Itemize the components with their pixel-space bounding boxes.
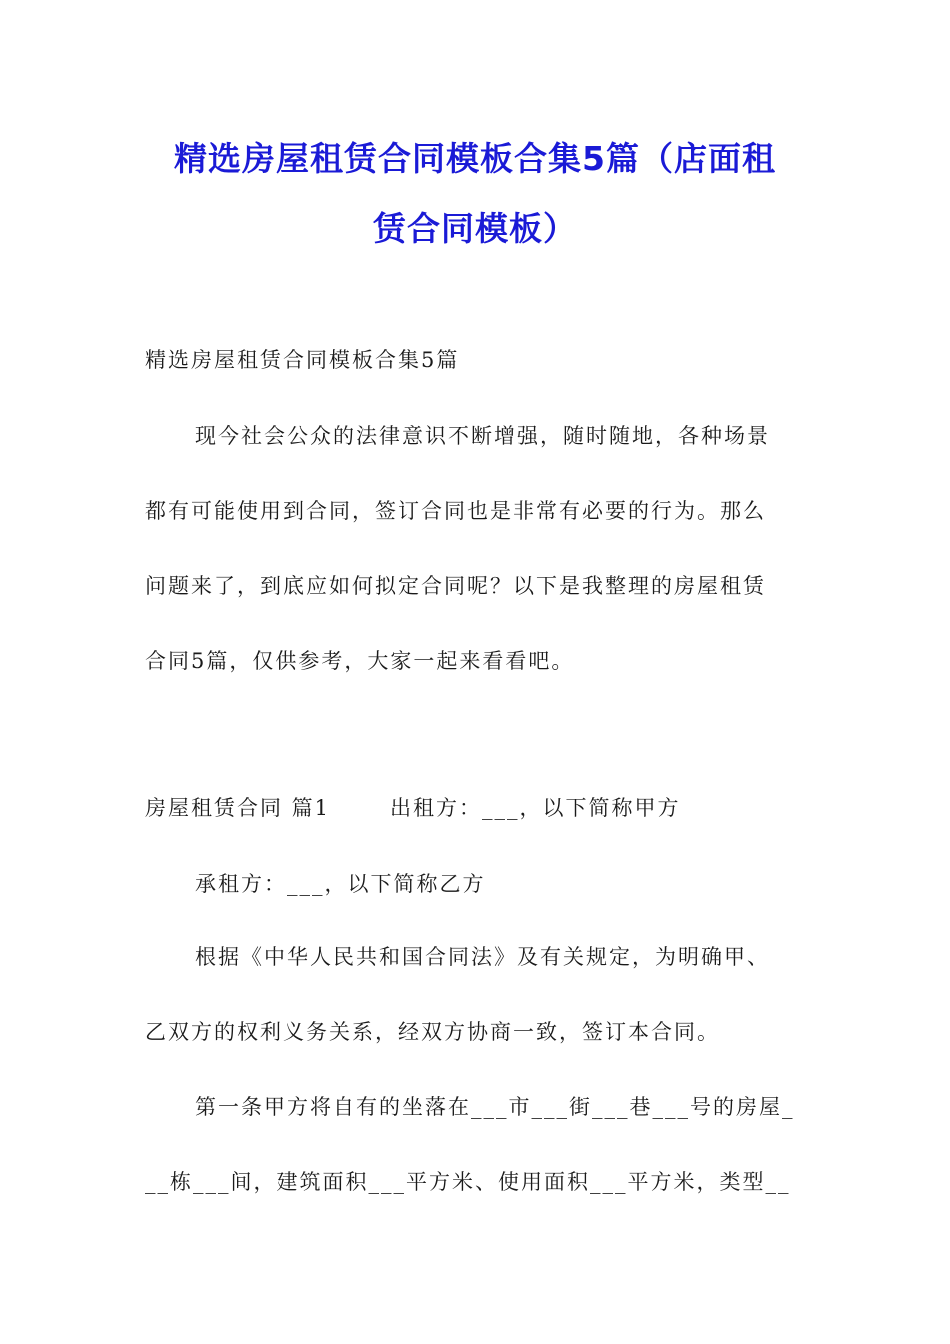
intro-heading: 精选房屋租赁合同模板合集5篇 [145,348,460,372]
document-title-line-1: 精选房屋租赁合同模板合集5篇（店面租 [174,139,776,178]
article-1-line: 第一条甲方将自有的坐落在___市___街___巷___号的房屋_ [195,1095,795,1119]
lessor-line: 出租方：___，以下简称甲方 [390,796,681,820]
article-1-line: __栋___间，建筑面积___平方米、使用面积___平方米，类型__ [145,1170,791,1194]
basis-paragraph-line: 根据《中华人民共和国合同法》及有关规定，为明确甲、 [195,945,770,969]
lessee-line: 承租方：___，以下简称乙方 [195,872,486,896]
intro-paragraph-line: 现今社会公众的法律意识不断增强，随时随地，各种场景 [195,424,770,448]
intro-paragraph-line: 都有可能使用到合同，签订合同也是非常有必要的行为。那么 [145,499,766,523]
intro-paragraph-line: 合同5篇，仅供参考，大家一起来看看吧。 [145,649,575,673]
document-title-line-2: 赁合同模板） [373,209,577,248]
intro-paragraph-line: 问题来了，到底应如何拟定合同呢？以下是我整理的房屋租赁 [145,574,766,598]
basis-paragraph-line: 乙双方的权利义务关系，经双方协商一致，签订本合同。 [145,1020,720,1044]
section-heading: 房屋租赁合同 篇1 [145,796,331,820]
